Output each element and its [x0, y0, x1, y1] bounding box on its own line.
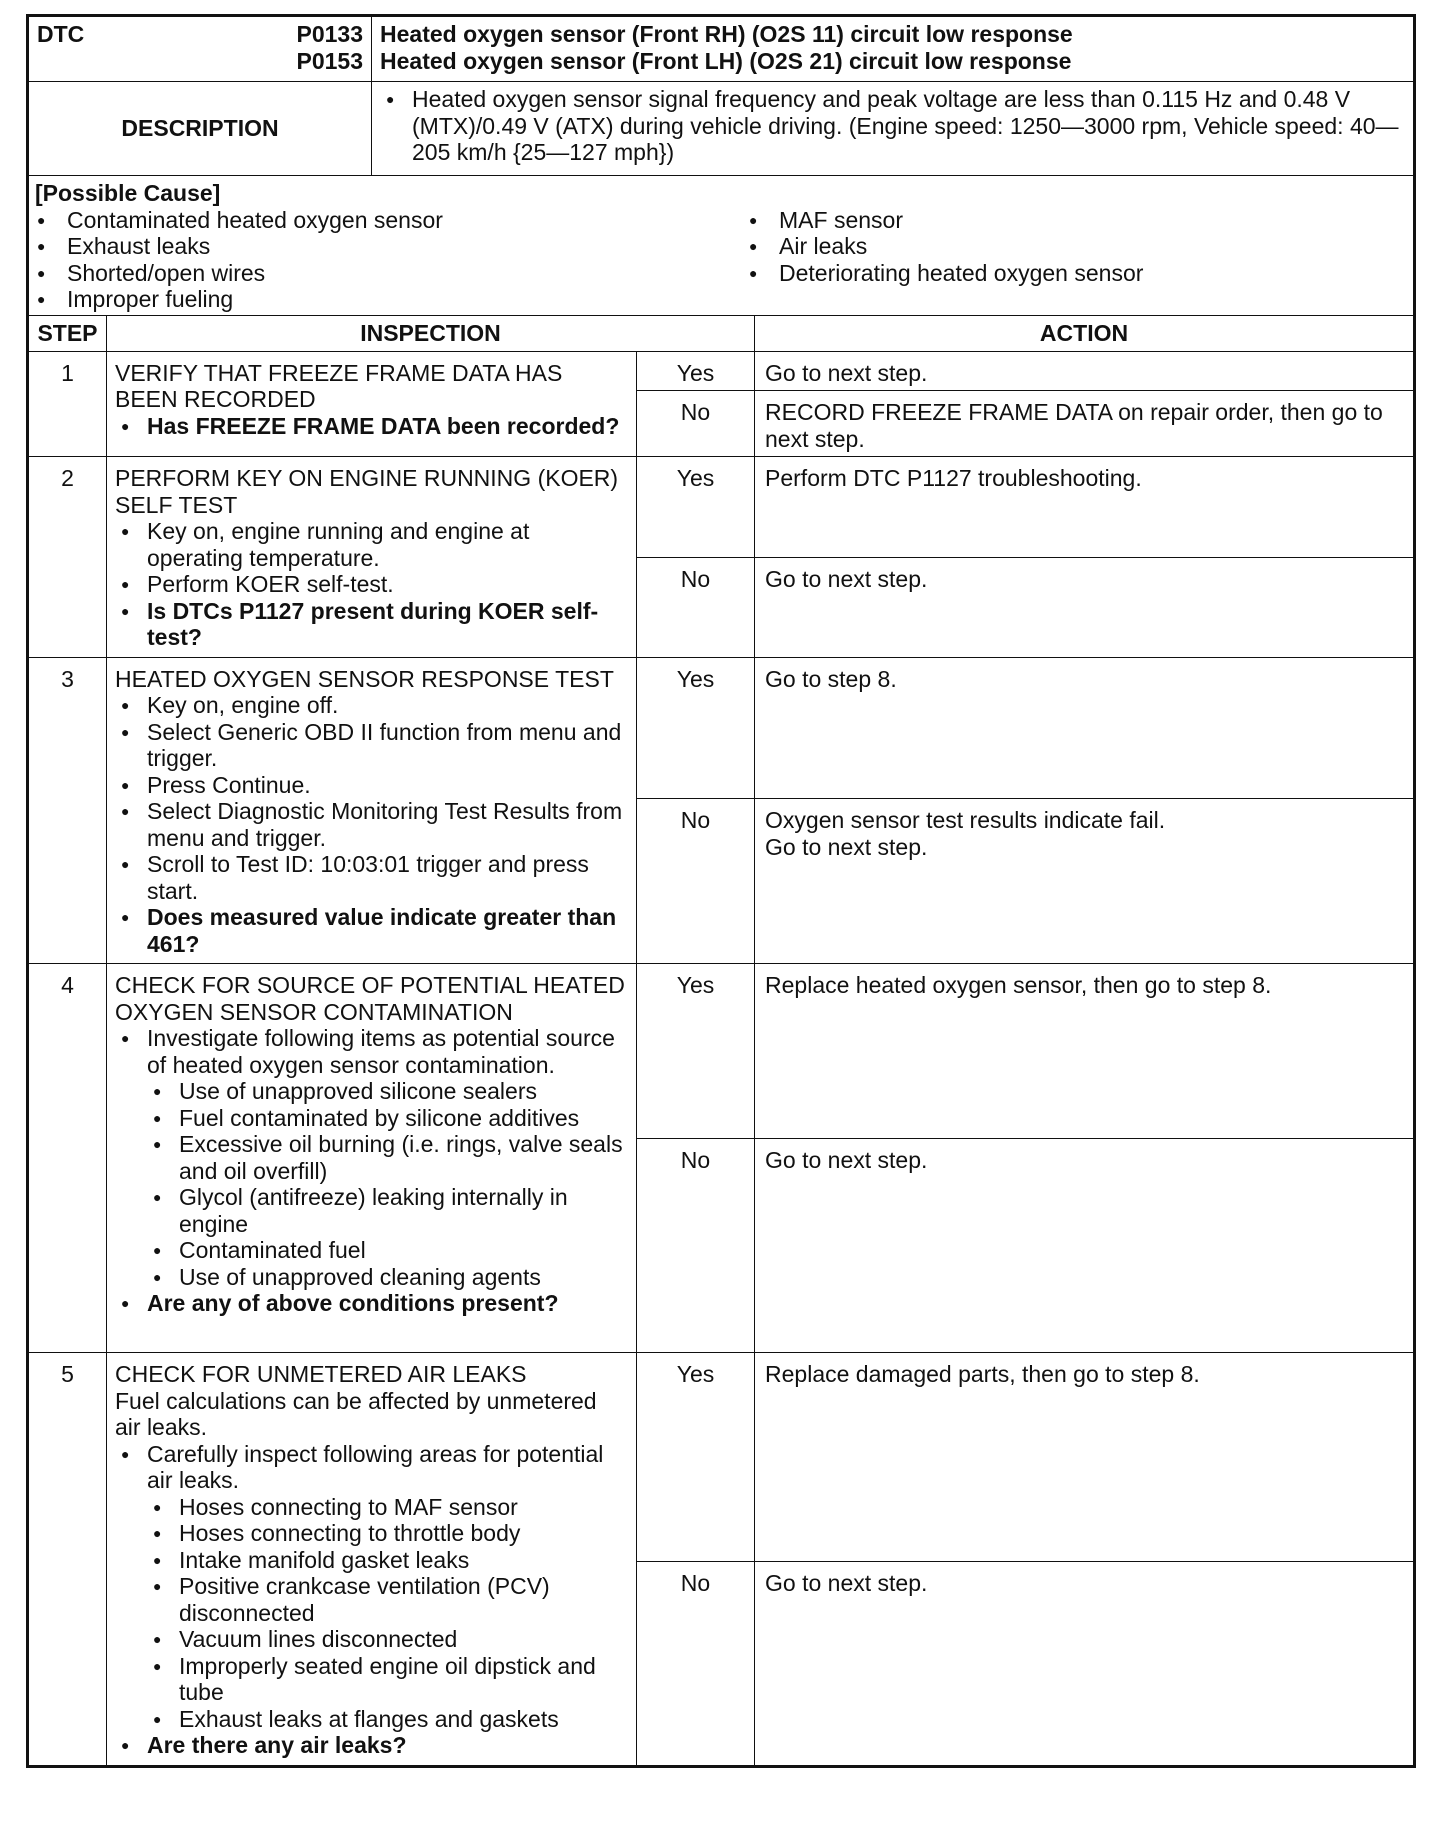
- no-label: No: [637, 557, 755, 657]
- step-question: ● Are there any air leaks?: [115, 1732, 628, 1759]
- dtc-code-2: P0153: [296, 47, 363, 74]
- cause-item: ● Exhaust leaks: [35, 233, 747, 260]
- step-inspection: [107, 657, 637, 964]
- dtc-document: [26, 14, 1416, 1768]
- inspection-table: [28, 315, 1414, 1766]
- dtc-header-table: [28, 16, 1414, 316]
- step-sub-bullet: ● Improperly seated engine oil dipstick and tube: [115, 1653, 628, 1706]
- step-number: 1: [29, 351, 107, 457]
- cause-item: ● MAF sensor: [747, 207, 1143, 234]
- step-sub-bullet: ● Contaminated fuel: [115, 1237, 628, 1264]
- step-inspection: [107, 1353, 637, 1766]
- step-question: ● Are any of above conditions present?: [115, 1290, 628, 1317]
- step-number: 4: [29, 964, 107, 1353]
- dtc-code-cell: [29, 17, 372, 82]
- no-action: Go to next step.: [755, 557, 1414, 657]
- step-note: Fuel calculations can be affected by unmetered air leaks.: [115, 1387, 597, 1440]
- step-bullet: ● Scroll to Test ID: 10:03:01 trigger and press start.: [115, 851, 628, 904]
- step-sub-bullet: ● Vacuum lines disconnected: [115, 1626, 628, 1653]
- column-header-step: STEP: [29, 315, 107, 351]
- step-sub-bullet: ● Exhaust leaks at flanges and gaskets: [115, 1706, 628, 1733]
- step-inspection: [107, 351, 637, 457]
- step-number: 2: [29, 457, 107, 658]
- no-action-line: Oxygen sensor test results indicate fail.: [765, 807, 1166, 834]
- yes-label: Yes: [637, 1353, 755, 1562]
- dtc-label: DTC: [37, 21, 85, 47]
- yes-action: Replace damaged parts, then go to step 8.: [755, 1353, 1414, 1562]
- no-action-line: Go to next step.: [765, 833, 928, 860]
- no-action: Go to next step.: [755, 1139, 1414, 1353]
- step-bullet: ● Perform KOER self-test.: [115, 571, 628, 598]
- cause-item: ● Deteriorating heated oxygen sensor: [747, 260, 1143, 287]
- step-sub-bullet: ● Hoses connecting to MAF sensor: [115, 1494, 628, 1521]
- column-header-action: ACTION: [755, 315, 1414, 351]
- step-sub-bullet: ● Fuel contaminated by silicone additives: [115, 1105, 628, 1132]
- dtc-title-2: Heated oxygen sensor (Front LH) (O2S 21) circuit low response: [380, 47, 1072, 74]
- dtc-title-1: Heated oxygen sensor (Front RH) (O2S 11) circuit low response: [380, 21, 1073, 47]
- cause-item: ● Shorted/open wires: [35, 260, 747, 287]
- cause-item: ● Improper fueling: [35, 286, 747, 313]
- step-sub-bullet: ● Glycol (antifreeze) leaking internally in engine: [115, 1184, 628, 1237]
- step-sub-bullet: ● Excessive oil burning (i.e. rings, valve seals and oil overfill): [115, 1131, 628, 1184]
- no-label: No: [637, 799, 755, 964]
- step-sub-bullet: ● Intake manifold gasket leaks: [115, 1547, 628, 1574]
- step-question: ● Has FREEZE FRAME DATA been recorded?: [115, 413, 628, 440]
- step-bullet: ● Select Diagnostic Monitoring Test Results from menu and trigger.: [115, 798, 628, 851]
- step-number: 3: [29, 657, 107, 964]
- no-label: No: [637, 1139, 755, 1353]
- no-action: RECORD FREEZE FRAME DATA on repair order, then go to next step.: [755, 391, 1414, 457]
- dtc-code-1: P0133: [296, 21, 363, 47]
- no-label: No: [637, 391, 755, 457]
- dtc-title-cell: [372, 17, 1414, 82]
- cause-item: ● Air leaks: [747, 233, 1143, 260]
- yes-action: Perform DTC P1127 troubleshooting.: [755, 457, 1414, 558]
- column-header-inspection: INSPECTION: [107, 315, 755, 351]
- step-bullet: ● Carefully inspect following areas for potential air leaks.: [115, 1441, 628, 1494]
- possible-cause-title: [Possible Cause]: [35, 180, 221, 206]
- step-title: CHECK FOR SOURCE OF POTENTIAL HEATED OXYGEN SENSOR CONTAMINATION: [115, 972, 625, 1025]
- yes-action: Replace heated oxygen sensor, then go to step 8.: [755, 964, 1414, 1139]
- yes-label: Yes: [637, 457, 755, 558]
- description-cell: [372, 82, 1414, 176]
- cause-item: ● Contaminated heated oxygen sensor: [35, 207, 747, 234]
- yes-label: Yes: [637, 657, 755, 799]
- step-title: PERFORM KEY ON ENGINE RUNNING (KOER) SELF TEST: [115, 465, 619, 518]
- step-bullet: ● Key on, engine running and engine at operating temperature.: [115, 518, 628, 571]
- no-action: Go to next step.: [755, 1561, 1414, 1765]
- yes-action: Go to next step.: [755, 351, 1414, 391]
- step-title: HEATED OXYGEN SENSOR RESPONSE TEST: [115, 665, 614, 692]
- step-inspection: [107, 964, 637, 1353]
- step-bullet: ● Select Generic OBD II function from menu and trigger.: [115, 719, 628, 772]
- possible-cause-section: [29, 176, 1414, 316]
- step-sub-bullet: ● Positive crankcase ventilation (PCV) disconnected: [115, 1573, 628, 1626]
- step-question: ● Does measured value indicate greater than 461?: [115, 904, 628, 957]
- yes-label: Yes: [637, 964, 755, 1139]
- yes-label: Yes: [637, 351, 755, 391]
- step-sub-bullet: ● Hoses connecting to throttle body: [115, 1520, 628, 1547]
- no-label: No: [637, 1561, 755, 1765]
- step-question: ● Is DTCs P1127 present during KOER self-test?: [115, 598, 628, 651]
- description-text: ● Heated oxygen sensor signal frequency and peak voltage are less than 0.115 Hz and 0.48 V (MTX)/0.49 V (ATX) during vehicle driving. (Engine speed: 1250—3000 rpm, Vehicle speed: 40—205 km/h {25—127 mph}): [384, 86, 1403, 166]
- step-sub-bullet: ● Use of unapproved silicone sealers: [115, 1078, 628, 1105]
- step-bullet: ● Investigate following items as potential source of heated oxygen sensor contamination.: [115, 1025, 628, 1078]
- step-title: CHECK FOR UNMETERED AIR LEAKS: [115, 1361, 527, 1387]
- step-bullet: ● Key on, engine off.: [115, 692, 628, 719]
- possible-cause-list-left: [35, 207, 747, 313]
- possible-cause-list-right: [747, 207, 1143, 313]
- step-sub-bullet: ● Use of unapproved cleaning agents: [115, 1264, 628, 1291]
- step-title: VERIFY THAT FREEZE FRAME DATA HAS BEEN RECORDED: [115, 359, 563, 412]
- step-number: 5: [29, 1353, 107, 1766]
- no-action: [755, 799, 1414, 964]
- step-inspection: [107, 457, 637, 658]
- step-bullet: ● Press Continue.: [115, 772, 628, 799]
- description-label: DESCRIPTION: [29, 82, 372, 176]
- yes-action: Go to step 8.: [755, 657, 1414, 799]
